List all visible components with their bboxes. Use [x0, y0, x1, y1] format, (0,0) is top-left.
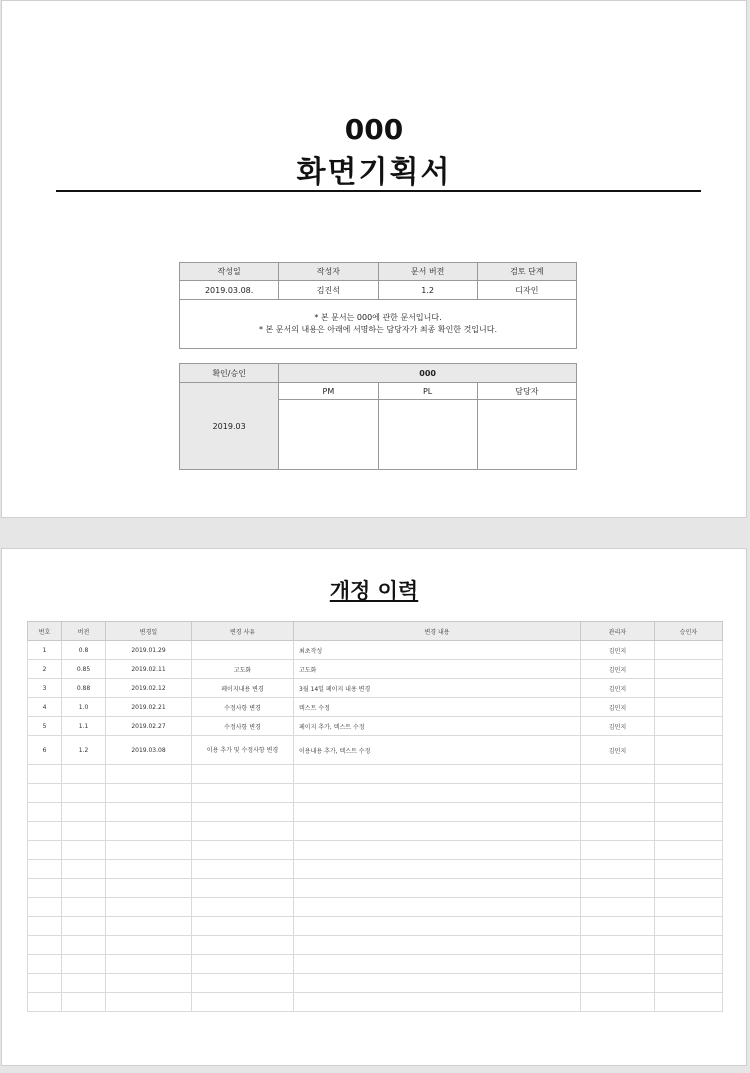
- empty-cell: [192, 936, 294, 955]
- empty-cell: [62, 784, 106, 803]
- table-row-empty: [28, 898, 723, 917]
- empty-cell: [28, 765, 62, 784]
- empty-cell: [655, 822, 723, 841]
- empty-cell: [62, 879, 106, 898]
- table-row: [28, 641, 723, 660]
- table-row-empty: [28, 993, 723, 1012]
- row-content: 3월 14일 페이지 내용 변경: [294, 679, 581, 698]
- table-row-empty: [28, 803, 723, 822]
- history-header-no: 번호: [28, 622, 62, 641]
- approval-date: 2019.03: [180, 383, 279, 470]
- empty-cell: [294, 917, 581, 936]
- empty-cell: [62, 993, 106, 1012]
- row-manager: 김민지: [581, 679, 655, 698]
- row-approver: [655, 717, 723, 736]
- empty-cell: [106, 974, 192, 993]
- info-value-date: 2019.03.08.: [180, 281, 279, 300]
- empty-cell: [192, 841, 294, 860]
- table-row: [28, 679, 723, 698]
- row-no: 5: [28, 717, 62, 736]
- revision-history-page: [1, 548, 747, 1066]
- empty-cell: [655, 917, 723, 936]
- table-row: [28, 736, 723, 765]
- info-value-author: 김진석: [279, 281, 378, 300]
- empty-cell: [655, 765, 723, 784]
- history-header-reason: 변경 사유: [192, 622, 294, 641]
- empty-cell: [106, 993, 192, 1012]
- empty-cell: [192, 784, 294, 803]
- row-version: 0.85: [62, 660, 106, 679]
- row-approver: [655, 641, 723, 660]
- empty-cell: [192, 822, 294, 841]
- empty-cell: [62, 860, 106, 879]
- approval-header-label: 확인/승인: [180, 364, 279, 383]
- info-header-date: 작성일: [180, 263, 279, 281]
- row-manager: 김민지: [581, 736, 655, 765]
- info-value-stage: 디자인: [477, 281, 576, 300]
- title-divider: [56, 190, 701, 192]
- empty-cell: [62, 803, 106, 822]
- info-notes-row: [180, 300, 577, 349]
- row-version: 1.1: [62, 717, 106, 736]
- history-title: 개정 이력: [329, 579, 419, 603]
- empty-cell: [581, 860, 655, 879]
- row-version: 1.0: [62, 698, 106, 717]
- row-date: 2019.02.21: [106, 698, 192, 717]
- row-no: 6: [28, 736, 62, 765]
- empty-cell: [655, 860, 723, 879]
- empty-cell: [28, 879, 62, 898]
- row-reason: 이용 추가 및 수정사항 변경: [192, 736, 294, 765]
- empty-cell: [106, 898, 192, 917]
- signature-box-manager: [477, 400, 576, 470]
- history-header-row: [28, 622, 723, 641]
- approval-role-pm: PM: [279, 383, 378, 400]
- info-note-2: * 본 문서의 내용은 아래에 서명하는 담당자가 최종 확인한 것입니다.: [258, 325, 498, 334]
- empty-cell: [28, 993, 62, 1012]
- empty-cell: [294, 822, 581, 841]
- empty-cell: [62, 936, 106, 955]
- approval-role-manager: 담당자: [477, 383, 576, 400]
- empty-cell: [294, 803, 581, 822]
- document-subtitle: 화면기획서: [296, 155, 452, 190]
- empty-cell: [294, 974, 581, 993]
- empty-cell: [106, 822, 192, 841]
- table-row-empty: [28, 936, 723, 955]
- empty-cell: [581, 936, 655, 955]
- approval-header-value: 000: [279, 364, 577, 383]
- info-note-1: * 본 문서는 000에 관한 문서입니다.: [314, 313, 442, 322]
- empty-cell: [62, 841, 106, 860]
- row-manager: 김민지: [581, 660, 655, 679]
- empty-cell: [581, 898, 655, 917]
- row-content: 고도화: [294, 660, 581, 679]
- empty-cell: [106, 803, 192, 822]
- empty-cell: [28, 841, 62, 860]
- empty-cell: [106, 765, 192, 784]
- table-row-empty: [28, 841, 723, 860]
- info-notes: [180, 300, 577, 349]
- row-date: 2019.01.29: [106, 641, 192, 660]
- table-row: [28, 698, 723, 717]
- table-row-empty: [28, 765, 723, 784]
- empty-cell: [581, 955, 655, 974]
- empty-cell: [655, 955, 723, 974]
- empty-cell: [28, 803, 62, 822]
- signature-box-pl: [378, 400, 477, 470]
- row-content: 페이지 추가, 텍스트 수정: [294, 717, 581, 736]
- empty-cell: [294, 936, 581, 955]
- history-header-date: 변경일: [106, 622, 192, 641]
- row-reason: 수정사항 변경: [192, 717, 294, 736]
- history-header-version: 버전: [62, 622, 106, 641]
- empty-cell: [62, 822, 106, 841]
- history-header-manager: 관리자: [581, 622, 655, 641]
- info-value-row: [180, 281, 577, 300]
- empty-cell: [192, 917, 294, 936]
- empty-cell: [581, 765, 655, 784]
- empty-cell: [62, 917, 106, 936]
- document-title: 000: [344, 113, 404, 146]
- empty-cell: [192, 803, 294, 822]
- approval-roles-row: [180, 383, 577, 400]
- history-body: [28, 641, 723, 1012]
- row-date: 2019.02.27: [106, 717, 192, 736]
- empty-cell: [655, 784, 723, 803]
- row-reason: [192, 641, 294, 660]
- row-approver: [655, 736, 723, 765]
- empty-cell: [581, 879, 655, 898]
- empty-cell: [28, 898, 62, 917]
- empty-cell: [192, 955, 294, 974]
- row-content: 최초작성: [294, 641, 581, 660]
- empty-cell: [581, 784, 655, 803]
- table-row-empty: [28, 955, 723, 974]
- approval-table: [179, 363, 577, 470]
- row-reason: 페이지내용 변경: [192, 679, 294, 698]
- empty-cell: [106, 784, 192, 803]
- approval-role-pl: PL: [378, 383, 477, 400]
- row-no: 4: [28, 698, 62, 717]
- empty-cell: [655, 898, 723, 917]
- empty-cell: [62, 898, 106, 917]
- info-header-version: 문서 버전: [378, 263, 477, 281]
- empty-cell: [28, 860, 62, 879]
- empty-cell: [28, 822, 62, 841]
- row-approver: [655, 660, 723, 679]
- table-row: [28, 717, 723, 736]
- empty-cell: [106, 955, 192, 974]
- empty-cell: [192, 765, 294, 784]
- empty-cell: [294, 898, 581, 917]
- row-no: 3: [28, 679, 62, 698]
- table-row-empty: [28, 860, 723, 879]
- empty-cell: [62, 974, 106, 993]
- empty-cell: [294, 993, 581, 1012]
- row-reason: 고도화: [192, 660, 294, 679]
- empty-cell: [655, 803, 723, 822]
- empty-cell: [655, 841, 723, 860]
- empty-cell: [192, 993, 294, 1012]
- row-date: 2019.02.12: [106, 679, 192, 698]
- empty-cell: [294, 765, 581, 784]
- table-row-empty: [28, 784, 723, 803]
- empty-cell: [581, 841, 655, 860]
- history-header-content: 변경 내용: [294, 622, 581, 641]
- row-manager: 김민지: [581, 698, 655, 717]
- row-approver: [655, 698, 723, 717]
- empty-cell: [655, 974, 723, 993]
- empty-cell: [581, 803, 655, 822]
- cover-page: [1, 0, 747, 518]
- empty-cell: [106, 917, 192, 936]
- empty-cell: [294, 955, 581, 974]
- empty-cell: [294, 879, 581, 898]
- empty-cell: [294, 841, 581, 860]
- history-header-approver: 승인자: [655, 622, 723, 641]
- table-row: [28, 660, 723, 679]
- empty-cell: [28, 784, 62, 803]
- empty-cell: [62, 765, 106, 784]
- row-reason: 수정사항 변경: [192, 698, 294, 717]
- empty-cell: [106, 879, 192, 898]
- empty-cell: [62, 955, 106, 974]
- empty-cell: [655, 879, 723, 898]
- table-row-empty: [28, 917, 723, 936]
- empty-cell: [581, 917, 655, 936]
- empty-cell: [655, 936, 723, 955]
- row-approver: [655, 679, 723, 698]
- empty-cell: [581, 822, 655, 841]
- info-header-author: 작성자: [279, 263, 378, 281]
- info-header-row: [180, 263, 577, 281]
- row-content: 이용내용 추가, 텍스트 수정: [294, 736, 581, 765]
- row-version: 0.8: [62, 641, 106, 660]
- empty-cell: [294, 860, 581, 879]
- empty-cell: [581, 993, 655, 1012]
- empty-cell: [106, 841, 192, 860]
- empty-cell: [192, 879, 294, 898]
- table-row-empty: [28, 974, 723, 993]
- approval-header-row: [180, 364, 577, 383]
- row-date: 2019.02.11: [106, 660, 192, 679]
- table-row-empty: [28, 879, 723, 898]
- row-version: 1.2: [62, 736, 106, 765]
- row-manager: 김민지: [581, 641, 655, 660]
- revision-history-table: [27, 621, 723, 1012]
- empty-cell: [192, 860, 294, 879]
- empty-cell: [28, 917, 62, 936]
- document-info-table: [179, 262, 577, 349]
- row-no: 1: [28, 641, 62, 660]
- info-value-version: 1.2: [378, 281, 477, 300]
- empty-cell: [192, 898, 294, 917]
- row-content: 텍스트 수정: [294, 698, 581, 717]
- empty-cell: [294, 784, 581, 803]
- row-manager: 김민지: [581, 717, 655, 736]
- table-row-empty: [28, 822, 723, 841]
- signature-box-pm: [279, 400, 378, 470]
- empty-cell: [28, 974, 62, 993]
- empty-cell: [28, 955, 62, 974]
- row-version: 0.88: [62, 679, 106, 698]
- row-no: 2: [28, 660, 62, 679]
- empty-cell: [106, 936, 192, 955]
- empty-cell: [106, 860, 192, 879]
- row-date: 2019.03.08: [106, 736, 192, 765]
- empty-cell: [28, 936, 62, 955]
- empty-cell: [655, 993, 723, 1012]
- empty-cell: [192, 974, 294, 993]
- empty-cell: [581, 974, 655, 993]
- info-header-stage: 검토 단계: [477, 263, 576, 281]
